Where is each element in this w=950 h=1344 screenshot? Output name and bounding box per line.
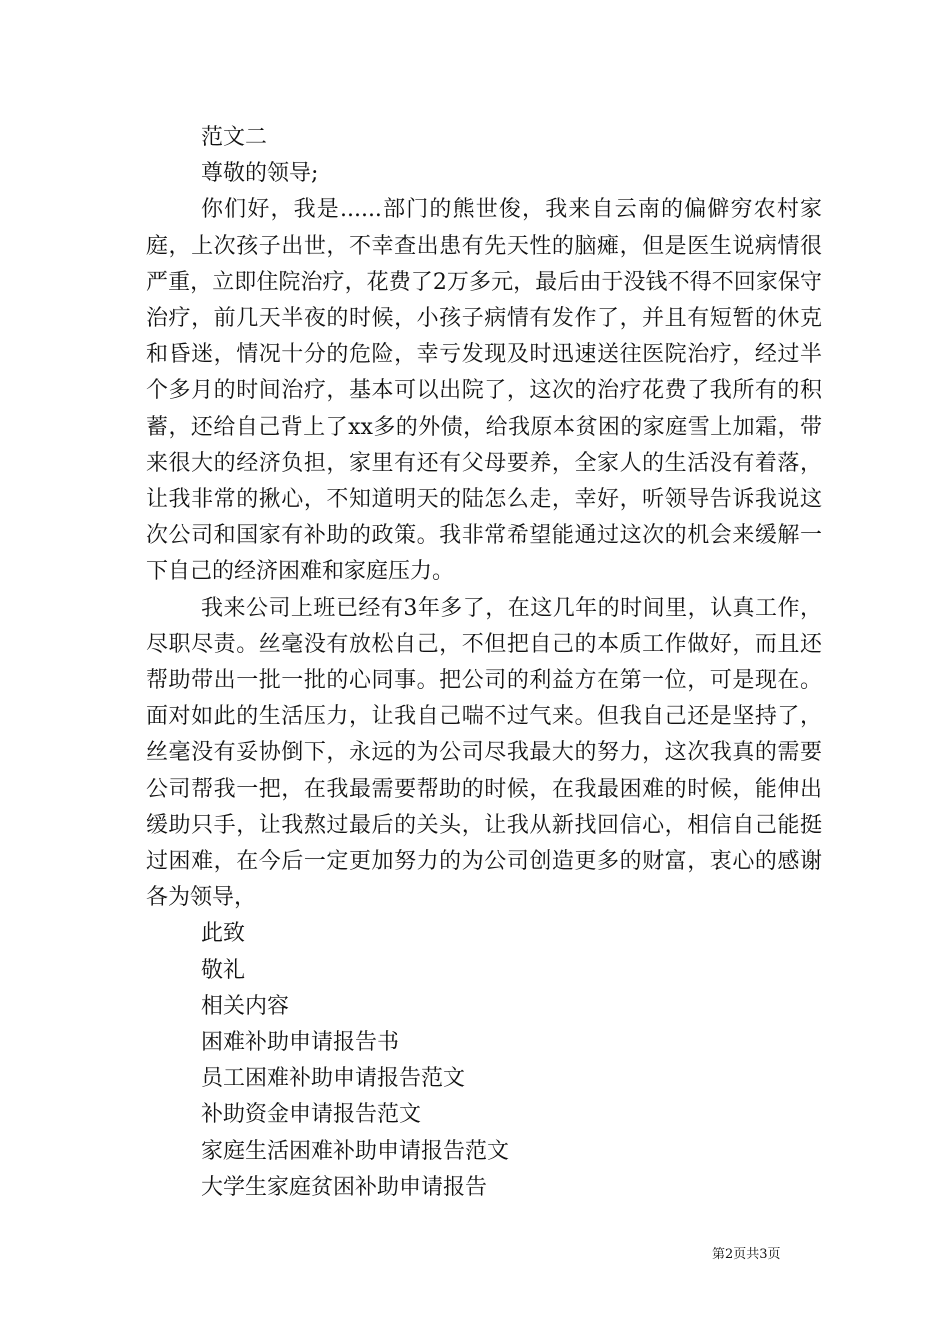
closing-line-2: 敬礼 — [201, 957, 246, 983]
document-body — [146, 120, 822, 1206]
page-number: 第2页共3页 — [712, 1247, 781, 1262]
body-paragraph-1: 你们好，我是......部门的熊世俊，我来自云南的偏僻穷农村家庭，上次孩子出世，不幸查出患有先天性的脑瘫，但是医生说病情很严重，立即住院治疗，花费了2万多元，最后由于没钱不得不回家保守治疗，前几天半夜的时候，小孩子病情有发作了，并且有短暂的休克和昏迷，情况十分的危险，幸亏发现及时迅速送往医院治疗，经过半个多月的时间治疗，基本可以出院了，这次的治疗花费了我所有的积蓄，还给自己背上了xx多的外债，给我原本贫困的家庭雪上加霜，带来很大的经济负担，家里有还有父母要养，全家人的生活没有着落，让我非常的揪心，不知道明天的陆怎么走，幸好，听领导告诉我说这次公司和国家有补助的政策。我非常希望能通过这次的机会来缓解一下自己的经济困难和家庭压力。 — [146, 197, 822, 585]
closing-line-1: 此致 — [201, 921, 246, 947]
salutation: 尊敬的领导; — [201, 161, 319, 187]
related-item[interactable]: 家庭生活困难补助申请报告范文 — [201, 1138, 510, 1164]
related-item[interactable]: 大学生家庭贫困补助申请报告 — [201, 1174, 488, 1200]
related-item[interactable]: 补助资金申请报告范文 — [201, 1102, 422, 1128]
related-heading: 相关内容 — [201, 993, 290, 1019]
body-paragraph-2: 我来公司上班已经有3年多了，在这几年的时间里，认真工作，尽职尽责。丝毫没有放松自己，不但把自己的本质工作做好，而且还帮助带出一批一批的心同事。把公司的利益方在第一位，可是现在。面对如此的生活压力，让我自己喘不过气来。但我自己还是坚持了，丝毫没有妥协倒下，永远的为公司尽我最大的努力，这次我真的需要公司帮我一把，在我最需要帮助的时候，在我最困难的时候，能伸出缓助只手，让我熬过最后的关头，让我从新找回信心，相信自己能挺过困难，在今后一定更加努力的为公司创造更多的财富，衷心的感谢各为领导， — [146, 595, 822, 911]
related-item[interactable]: 困难补助申请报告书 — [201, 1030, 400, 1056]
related-item[interactable]: 员工困难补助申请报告范文 — [201, 1066, 466, 1092]
section-heading: 范文二 — [201, 125, 268, 150]
